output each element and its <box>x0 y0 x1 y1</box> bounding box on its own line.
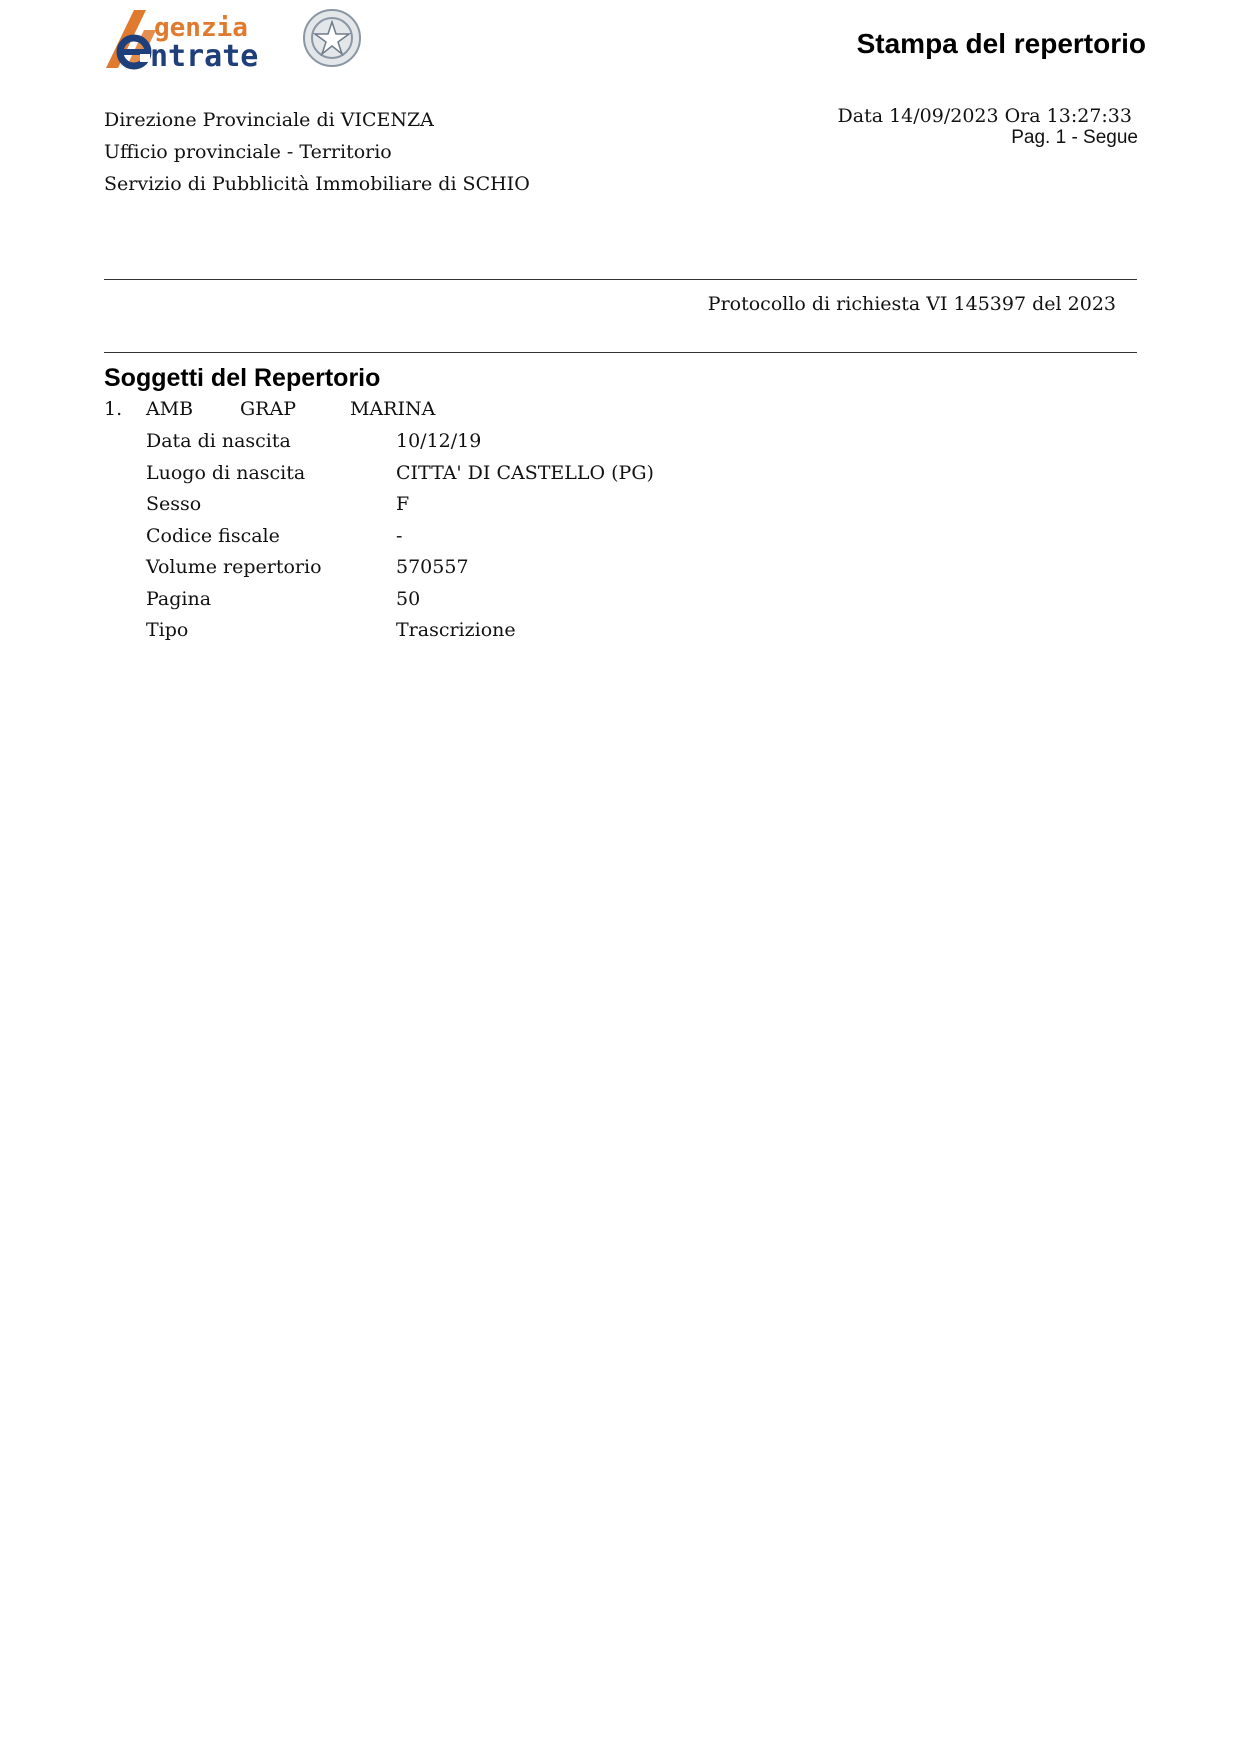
document-title: Stampa del repertorio <box>856 28 1146 59</box>
subject-number: 1. <box>104 398 123 420</box>
detail-value: 50 <box>396 587 421 610</box>
office-line-office: Ufficio provinciale - Territorio <box>104 141 392 163</box>
print-date-time: Data 14/09/2023 Ora 13:27:33 <box>837 105 1132 127</box>
detail-value: 10/12/19 <box>396 430 482 452</box>
detail-value: CITTA' DI CASTELLO (PG) <box>396 461 654 484</box>
divider-top <box>104 279 1137 280</box>
detail-value: - <box>396 524 403 547</box>
office-line-service: Servizio di Pubblicità Immobiliare di SCHIO <box>104 173 530 195</box>
detail-label: Luogo di nascita <box>146 461 306 484</box>
agenzia-entrate-logo <box>104 6 364 72</box>
section-title: Soggetti del Repertorio <box>104 364 381 392</box>
detail-label: Pagina <box>146 587 212 610</box>
detail-label: Data di nascita <box>146 430 291 452</box>
office-line-directorate: Direzione Provinciale di VICENZA <box>104 109 434 131</box>
detail-value: Trascrizione <box>396 619 516 641</box>
request-protocol: Protocollo di richiesta VI 145397 del 2023 <box>707 293 1116 315</box>
detail-label: Sesso <box>146 493 202 515</box>
subject-first-name: MARINA <box>350 398 436 420</box>
detail-label: Codice fiscale <box>146 524 280 547</box>
logo-text-ntrate: ntrate <box>150 39 259 72</box>
page-status: Pag. 1 - Segue <box>1011 127 1138 148</box>
detail-value: F <box>396 493 410 515</box>
detail-value: 570557 <box>396 556 469 578</box>
logo-text-genzia: genzia <box>154 13 248 43</box>
subject-surname-part1: AMB <box>146 398 194 420</box>
subject-surname-part2: GRAP <box>240 398 296 420</box>
emblem-icon <box>304 10 360 66</box>
office-info <box>104 104 530 200</box>
detail-label: Tipo <box>146 619 189 641</box>
detail-label: Volume repertorio <box>146 556 322 578</box>
divider-bottom <box>104 352 1137 353</box>
